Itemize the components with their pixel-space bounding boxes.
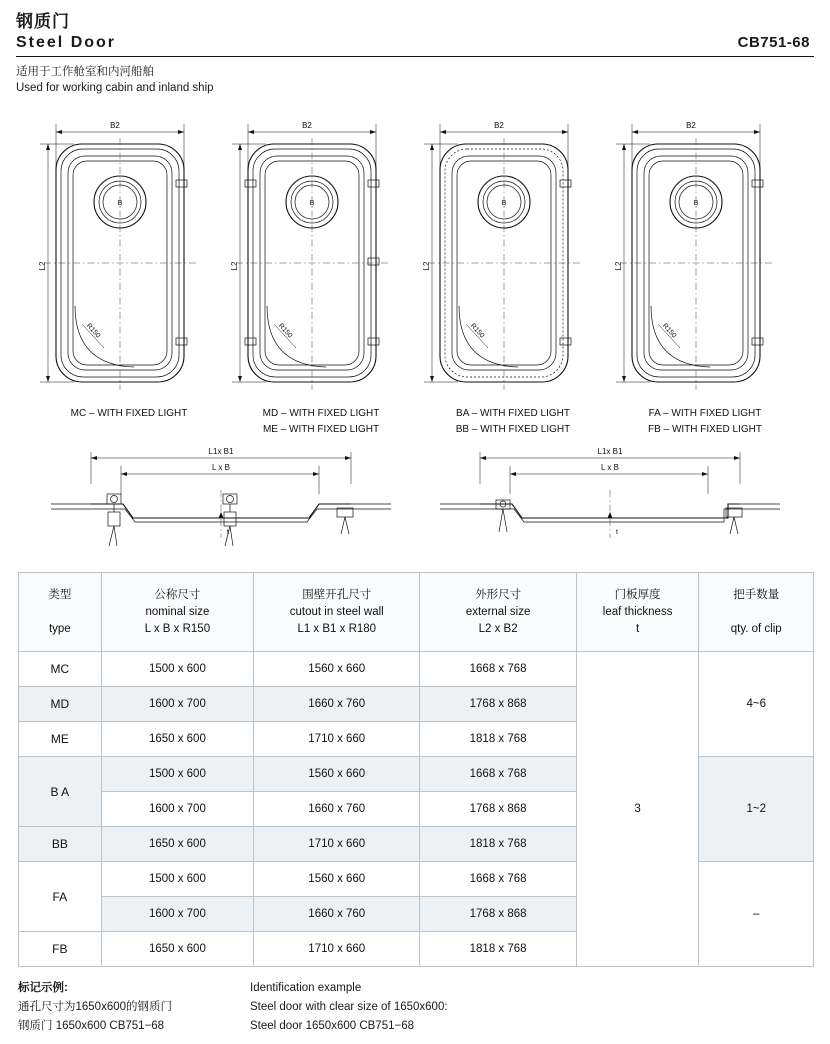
col-thickness — [576, 573, 699, 652]
identification-example-en — [250, 979, 730, 1036]
standard-code: CB751-68 — [737, 34, 810, 51]
row-nominal: 1650 x 600 — [101, 722, 253, 757]
row-nominal: 1650 x 600 — [101, 932, 253, 967]
row-external: 1668 x 768 — [420, 757, 576, 792]
cell-clip-qty-group1: 4~6 — [699, 652, 814, 757]
section-right-thickness: t — [615, 529, 618, 536]
row-type: MD — [19, 687, 102, 722]
subtitle-en: Used for working cabin and inland ship — [16, 82, 214, 94]
col-external-en: external size — [465, 605, 531, 618]
drawing-mc — [34, 110, 224, 438]
svg-text:B: B — [309, 200, 315, 207]
row-cutout: 1560 x 660 — [254, 757, 420, 792]
drawing-ba-caption: BA – WITH FIXED LIGHT — [456, 408, 570, 419]
row-nominal: 1650 x 600 — [101, 827, 253, 862]
drawing-md-caption: MD – WITH FIXED LIGHT — [262, 408, 380, 419]
col-type-cn: 类型 — [48, 588, 72, 601]
col-external — [420, 573, 576, 652]
drawing-ba-bb — [418, 110, 608, 438]
col-clip-qty — [699, 573, 814, 652]
col-cutout-sub: L1 x B1 x R180 — [297, 622, 377, 635]
cell-clip-qty-group2: 1~2 — [699, 757, 814, 862]
drawing-fa-caption: FA – WITH FIXED LIGHT — [648, 408, 762, 419]
specification-table-wrap — [16, 572, 814, 967]
cell-leaf-thickness: 3 — [576, 652, 699, 967]
row-cutout: 1710 x 660 — [254, 932, 420, 967]
svg-text:L2: L2 — [38, 261, 47, 271]
row-type: FB — [19, 932, 102, 967]
section-left-dim-outer: L1x B1 — [208, 447, 233, 456]
section-drawings-row — [16, 442, 814, 562]
row-cutout: 1560 x 660 — [254, 652, 420, 687]
section-view-left — [51, 442, 391, 562]
drawing-me-caption: ME – WITH FIXED LIGHT — [262, 424, 380, 435]
table-header-row — [19, 573, 814, 652]
col-type — [19, 573, 102, 652]
row-external: 1768 x 868 — [420, 897, 576, 932]
page-header — [16, 0, 814, 96]
col-clip-qty-cn: 把手数量 — [733, 588, 780, 601]
col-external-cn: 外形尺寸 — [475, 588, 522, 601]
col-type-en: type — [48, 622, 71, 635]
col-cutout-en: cutout in steel wall — [289, 605, 384, 618]
section-left-dim-inner: L x B — [211, 463, 230, 472]
col-nominal-cn: 公称尺寸 — [154, 588, 201, 601]
cell-clip-qty-group3: – — [699, 862, 814, 967]
drawing-ba-bb-figure — [418, 110, 608, 400]
row-cutout: 1710 x 660 — [254, 827, 420, 862]
svg-text:L2: L2 — [230, 261, 239, 271]
svg-text:B: B — [117, 200, 123, 207]
col-thickness-sub: t — [636, 622, 640, 635]
radius-label-md: R150 — [276, 322, 294, 340]
row-external: 1768 x 868 — [420, 687, 576, 722]
svg-text:L2: L2 — [614, 261, 623, 271]
row-nominal: 1500 x 600 — [101, 652, 253, 687]
svg-text:B2: B2 — [110, 121, 120, 130]
row-external: 1818 x 768 — [420, 932, 576, 967]
row-type: FA — [19, 862, 102, 932]
row-external: 1818 x 768 — [420, 722, 576, 757]
radius-label-fa: R150 — [660, 322, 678, 340]
specification-table — [18, 572, 814, 967]
col-cutout-cn: 围壁开孔尺寸 — [302, 588, 372, 601]
page-title-cn: 钢质门 — [16, 12, 70, 31]
row-cutout: 1560 x 660 — [254, 862, 420, 897]
identification-line2-cn: 钢质门 1650x600 CB751−68 — [18, 1020, 165, 1032]
identification-line1-cn: 通孔尺寸为1650x600的钢质门 — [18, 1001, 173, 1013]
row-type: ME — [19, 722, 102, 757]
svg-text:B: B — [693, 200, 699, 207]
drawing-md-me — [226, 110, 416, 438]
identification-title-en: Identification example — [250, 982, 362, 994]
identification-title-cn: 标记示例: — [18, 982, 68, 994]
row-cutout: 1660 x 760 — [254, 687, 420, 722]
drawing-fb-caption: FB – WITH FIXED LIGHT — [648, 424, 762, 435]
row-cutout: 1660 x 760 — [254, 897, 420, 932]
row-nominal: 1600 x 700 — [101, 897, 253, 932]
drawing-bb-caption: BB – WITH FIXED LIGHT — [455, 424, 571, 435]
door-drawings-row — [16, 110, 814, 438]
row-nominal: 1600 x 700 — [101, 792, 253, 827]
subtitle-cn: 适用于工作舱室和内河船舶 — [16, 66, 154, 78]
row-external: 1668 x 768 — [420, 862, 576, 897]
identification-line2-en: Steel door 1650x600 CB751−68 — [250, 1020, 415, 1032]
drawing-md-me-figure — [226, 110, 416, 400]
row-nominal: 1500 x 600 — [101, 862, 253, 897]
drawing-mc-caption-1: MC – WITH FIXED LIGHT — [70, 408, 188, 419]
page-title-en: Steel Door — [16, 34, 117, 51]
row-nominal: 1500 x 600 — [101, 757, 253, 792]
row-type: B A — [19, 757, 102, 827]
row-external: 1818 x 768 — [420, 827, 576, 862]
section-view-right — [440, 442, 780, 562]
drawing-mc-figure — [34, 110, 224, 400]
drawing-fa-fb-figure — [610, 110, 800, 400]
row-external: 1668 x 768 — [420, 652, 576, 687]
row-cutout: 1710 x 660 — [254, 722, 420, 757]
row-type: BB — [19, 827, 102, 862]
svg-text:L2: L2 — [422, 261, 431, 271]
section-right-dim-outer: L1x B1 — [597, 447, 622, 456]
col-cutout — [254, 573, 420, 652]
identification-line1-en: Steel door with clear size of 1650x600: — [250, 1001, 448, 1013]
svg-text:B2: B2 — [302, 121, 312, 130]
col-external-sub: L2 x B2 — [478, 622, 518, 635]
row-nominal: 1600 x 700 — [101, 687, 253, 722]
col-nominal-sub: L x B x R150 — [144, 622, 211, 635]
identification-example-cn — [18, 979, 250, 1036]
col-thickness-en: leaf thickness — [602, 605, 673, 618]
row-type: MC — [19, 652, 102, 687]
radius-label-mc: R150 — [84, 322, 102, 340]
col-nominal — [101, 573, 253, 652]
table-row — [19, 652, 814, 687]
drawing-fa-fb — [610, 110, 800, 438]
row-external: 1768 x 868 — [420, 792, 576, 827]
table-body — [19, 652, 814, 967]
table-head — [19, 573, 814, 652]
identification-example — [16, 979, 814, 1036]
header-divider — [16, 56, 814, 57]
row-cutout: 1660 x 760 — [254, 792, 420, 827]
section-left-thickness: t — [226, 529, 229, 536]
radius-label-ba: R150 — [468, 322, 486, 340]
svg-text:B2: B2 — [494, 121, 504, 130]
section-right-dim-inner: L x B — [600, 463, 619, 472]
col-thickness-cn: 门板厚度 — [614, 588, 661, 601]
svg-text:B: B — [501, 200, 507, 207]
col-clip-qty-en: qty. of clip — [730, 622, 782, 635]
col-nominal-en: nominal size — [145, 605, 210, 618]
svg-text:B2: B2 — [686, 121, 696, 130]
